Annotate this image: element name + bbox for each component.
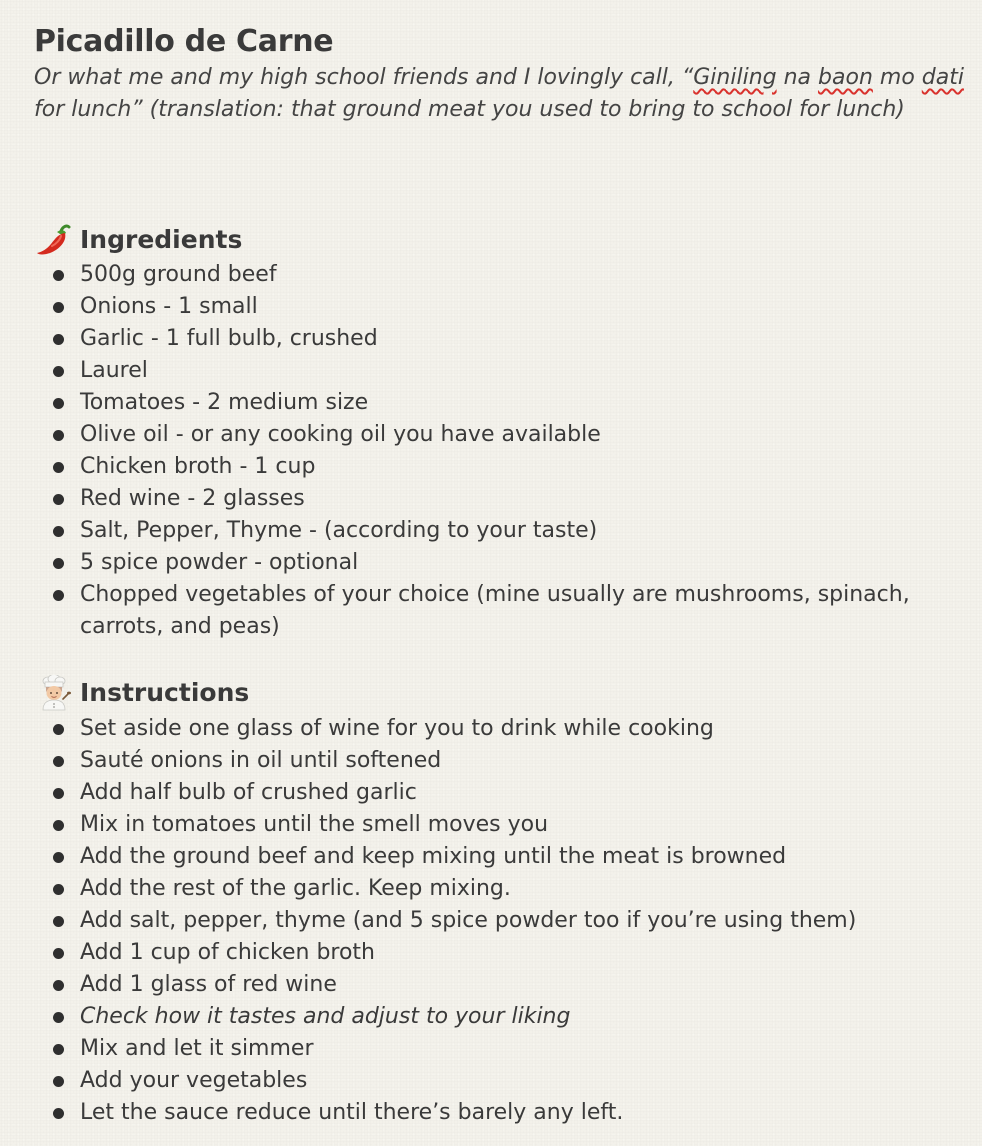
ingredient-text: 500g ground beef [80, 262, 277, 287]
page-title: Picadillo de Carne [34, 24, 334, 59]
bullet-icon [53, 494, 64, 505]
bullet-icon [53, 852, 64, 863]
instructions-heading [34, 675, 249, 711]
bullet-icon [53, 756, 64, 767]
ingredient-text: 5 spice powder - optional [80, 550, 359, 575]
ingredient-item[interactable] [50, 387, 970, 419]
ingredient-item[interactable] [50, 547, 970, 579]
instruction-step[interactable] [50, 841, 970, 873]
bullet-icon [53, 1012, 64, 1023]
ingredient-item[interactable] [50, 291, 970, 323]
instruction-step[interactable] [50, 1001, 970, 1033]
ingredient-item[interactable] [50, 451, 970, 483]
bullet-icon [53, 366, 64, 377]
ingredient-item[interactable] [50, 323, 970, 355]
instruction-text: Mix and let it simmer [80, 1036, 314, 1061]
bullet-icon [53, 788, 64, 799]
ingredient-text: Chopped vegetables of your choice (mine usually are mushrooms, spinach, carrots, and peas) [80, 582, 910, 639]
ingredients-heading-label: Ingredients [80, 225, 243, 254]
bullet-icon [53, 334, 64, 345]
bullet-icon [53, 724, 64, 735]
instruction-text: Mix in tomatoes until the smell moves you [80, 812, 549, 837]
instruction-text: Add the rest of the garlic. Keep mixing. [80, 876, 511, 901]
ingredient-item[interactable] [50, 579, 970, 643]
instruction-step[interactable] [50, 905, 970, 937]
ingredient-text: Chicken broth - 1 cup [80, 454, 316, 479]
ingredient-item[interactable] [50, 515, 970, 547]
ingredient-text: Onions - 1 small [80, 294, 258, 319]
ingredient-text: Laurel [80, 358, 148, 383]
instruction-text: Add the ground beef and keep mixing until the meat is browned [80, 844, 787, 869]
bullet-icon [53, 430, 64, 441]
bullet-icon [53, 1076, 64, 1087]
ingredients-list [50, 259, 970, 643]
bullet-icon [53, 302, 64, 313]
instruction-step[interactable] [50, 1065, 970, 1097]
instruction-step[interactable] [50, 1097, 970, 1129]
ingredient-text: Tomatoes - 2 medium size [80, 390, 369, 415]
subtitle-text: mo [872, 65, 922, 90]
subtitle-text: na [776, 65, 819, 90]
bullet-icon [53, 526, 64, 537]
misspelled-word[interactable]: Giniling [693, 65, 777, 90]
bullet-icon [53, 1108, 64, 1119]
instruction-text: Add 1 cup of chicken broth [80, 940, 376, 965]
instruction-step[interactable] [50, 1033, 970, 1065]
instruction-text: Add salt, pepper, thyme (and 5 spice powder too if you’re using them) [80, 908, 857, 933]
instruction-text: Check how it tastes and adjust to your liking [80, 1004, 571, 1029]
instruction-step[interactable] [50, 969, 970, 1001]
instruction-text: Set aside one glass of wine for you to drink while cooking [80, 716, 714, 741]
instruction-step[interactable] [50, 809, 970, 841]
bullet-icon [53, 398, 64, 409]
ingredient-text: Olive oil - or any cooking oil you have available [80, 422, 601, 447]
instructions-heading-label: Instructions [80, 678, 250, 707]
bullet-icon [53, 884, 64, 895]
ingredient-item[interactable] [50, 483, 970, 515]
instruction-text: Add half bulb of crushed garlic [80, 780, 417, 805]
ingredient-item[interactable] [50, 419, 970, 451]
instruction-step[interactable] [50, 937, 970, 969]
ingredient-text: Red wine - 2 glasses [80, 486, 305, 511]
instruction-text: Let the sauce reduce until there’s barely any left. [80, 1100, 624, 1125]
instruction-step[interactable] [50, 777, 970, 809]
instruction-step[interactable] [50, 713, 970, 745]
ingredient-text: Garlic - 1 full bulb, crushed [80, 326, 378, 351]
subtitle-text: for lunch” (translation: that ground meat you used to bring to school for lunch) [34, 97, 905, 122]
subtitle-text: Or what me and my high school friends and I lovingly call, “ [34, 65, 694, 90]
ingredients-heading [34, 222, 242, 258]
bullet-icon [53, 820, 64, 831]
bullet-icon [53, 558, 64, 569]
instruction-text: Sauté onions in oil until softened [80, 748, 442, 773]
bullet-icon [53, 1044, 64, 1055]
misspelled-word[interactable]: baon [818, 65, 873, 90]
instruction-text: Add 1 glass of red wine [80, 972, 337, 997]
ingredient-text: Salt, Pepper, Thyme - (according to your taste) [80, 518, 598, 543]
bullet-icon [53, 462, 64, 473]
instructions-list [50, 713, 970, 1129]
ingredient-item[interactable] [50, 355, 970, 387]
instruction-step[interactable] [50, 745, 970, 777]
instruction-step[interactable] [50, 873, 970, 905]
bullet-icon [53, 590, 64, 601]
bullet-icon [53, 270, 64, 281]
bullet-icon [53, 980, 64, 991]
chili-pepper-icon [34, 222, 74, 258]
bullet-icon [53, 948, 64, 959]
ingredient-item[interactable] [50, 259, 970, 291]
bullet-icon [53, 916, 64, 927]
misspelled-word[interactable]: dati [921, 65, 964, 90]
instruction-text: Add your vegetables [80, 1068, 308, 1093]
chef-icon [34, 675, 74, 711]
subtitle [34, 62, 964, 126]
